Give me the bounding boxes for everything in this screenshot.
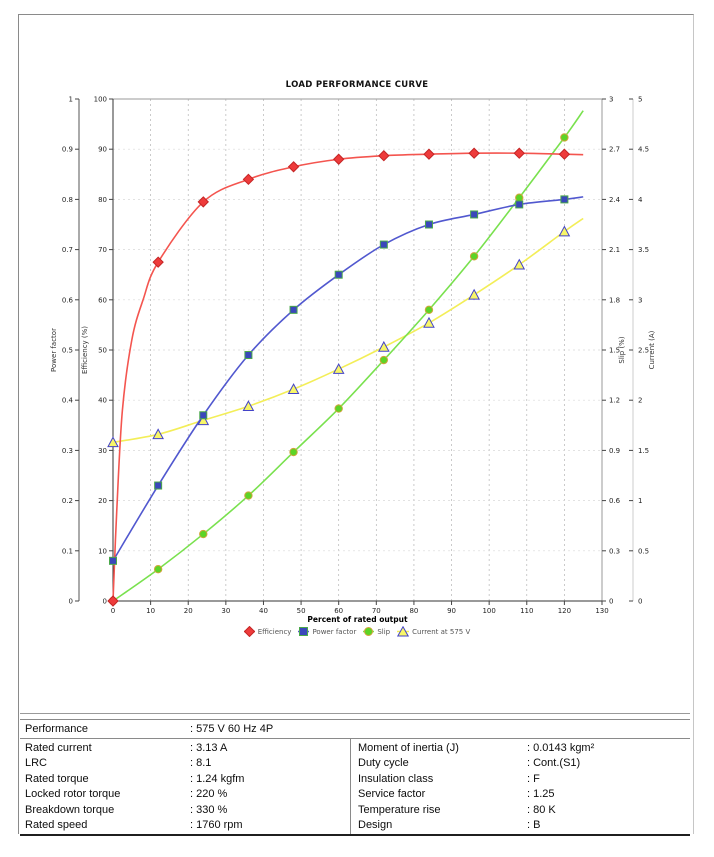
data-point-marker [243,174,253,184]
current-triangle-icon [397,626,409,637]
table-row [20,756,690,771]
data-point-marker [153,257,163,267]
current-tick-label: 5 [638,95,643,104]
x-tick-label: 40 [259,607,268,615]
spec-value: : 1760 rpm [190,818,243,831]
spec-value: : 330 % [190,803,228,816]
table-row [20,803,690,818]
spec-value: : 1.24 kgfm [190,772,245,785]
power_factor-tick-label: 0.3 [61,446,73,455]
power_factor-tick-label: 0.2 [61,497,73,506]
table-row [20,772,690,787]
x-tick-label: 80 [409,607,419,615]
data-point-marker [110,557,117,564]
x-tick-label: 90 [447,607,456,615]
x-axis [111,601,609,624]
current-tick-label: 4 [638,195,643,204]
legend-item-power-factor [298,626,356,637]
data-point-marker [108,596,118,606]
spec-label: Duty cycle [358,757,409,770]
slip-axis-title: Slip (%) [618,336,626,364]
current-tick-label: 2.5 [638,346,650,355]
data-point-marker [154,566,161,573]
spec-label: Performance [25,723,88,735]
power_factor-tick-label: 0.4 [61,396,73,405]
data-point-marker [424,149,434,159]
power_factor-tick-label: 0.9 [61,145,73,154]
data-point-marker [514,260,524,269]
legend-label: Efficiency [257,627,292,636]
x-tick-label: 130 [595,607,609,615]
legend-item-slip [363,626,390,637]
spec-value: : B [527,818,541,831]
data-point-marker [559,227,569,236]
data-point-marker [561,196,568,203]
data-point-marker [335,405,342,412]
current-tick-label: 3 [638,296,643,305]
chart-legend [0,626,714,637]
data-point-marker [335,271,342,278]
efficiency-markers [108,148,569,606]
data-point-marker [471,211,478,218]
slip-circle-icon [363,626,374,637]
legend-label: Power factor [312,627,357,636]
data-point-marker [290,306,297,313]
efficiency-tick-label: 100 [93,95,107,104]
efficiency-tick-label: 0 [102,597,107,606]
current-tick-label: 1.5 [638,446,650,455]
current-axis [629,96,656,606]
column-divider [350,739,351,834]
data-point-marker [559,149,569,159]
current-tick-label: 3.5 [638,246,650,255]
efficiency-tick-label: 30 [98,446,107,455]
spec-label: Temperature rise [358,803,441,816]
spec-label: Rated speed [25,818,88,831]
power_factor-tick-label: 0.7 [61,246,73,255]
current-tick-label: 0 [638,597,643,606]
spec-rows [20,739,690,836]
spec-label: Locked rotor torque [25,788,121,801]
current-tick-label: 4.5 [638,145,650,154]
efficiency-tick-label: 80 [98,195,107,204]
power-factor-curve [113,197,583,561]
slip-tick-label: 2.7 [609,145,621,154]
efficiency-curve [113,153,583,601]
performance-row [20,719,690,739]
x-tick-label: 50 [296,607,306,615]
efficiency-tick-label: 10 [98,547,107,556]
spec-value: : 575 V 60 Hz 4P [190,723,274,735]
power_factor-tick-label: 0.8 [61,195,73,204]
power_factor-tick-label: 0.5 [61,346,73,355]
legend-label: Slip [377,627,391,636]
data-point-marker [155,482,162,489]
x-tick-label: 30 [221,607,231,615]
spec-value: : Cont.(S1) [527,757,581,770]
slip-tick-label: 0.3 [609,547,621,556]
current-at-575-v-curve [113,218,583,442]
spec-label: Rated current [25,742,92,754]
spec-value: : 3.13 A [190,742,228,754]
slip-tick-label: 2.4 [609,195,621,204]
efficiency-tick-label: 50 [98,346,107,355]
slip-tick-label: 1.5 [609,346,621,355]
data-point-marker [289,162,299,172]
slip-curve [113,111,583,601]
spec-label: Insulation class [358,772,434,785]
spec-value: : 80 K [527,803,556,816]
data-point-marker [379,151,389,161]
slip-tick-label: 1.8 [609,296,621,305]
spec-label: LRC [25,757,48,770]
efficiency-axis-title: Efficiency (%) [81,325,89,375]
data-point-marker [245,492,252,499]
spec-label: Rated torque [25,772,89,785]
data-point-marker [425,221,432,228]
data-point-marker [469,290,479,299]
x-tick-label: 110 [520,607,534,615]
data-point-marker [516,201,523,208]
legend-item-current [397,626,470,637]
data-point-marker [469,148,479,158]
x-tick-label: 70 [371,607,381,615]
spec-label: Service factor [358,788,426,801]
data-point-marker [514,148,524,158]
power_factor-tick-label: 1 [68,95,73,104]
slip-tick-label: 1.2 [609,396,621,405]
data-point-marker [289,384,299,393]
data-point-marker [200,412,207,419]
power_factor-tick-label: 0 [68,597,73,606]
chart-title: LOAD PERFORMANCE CURVE [285,80,429,90]
current-tick-label: 0.5 [638,547,650,556]
current-tick-label: 1 [638,497,643,506]
data-point-marker [561,134,568,141]
x-tick-label: 10 [146,607,156,615]
current-tick-label: 2 [638,396,643,405]
x-tick-label: 20 [183,607,193,615]
spec-label: Breakdown torque [25,803,115,816]
x-tick-label: 120 [557,607,572,615]
data-point-marker [425,306,432,313]
specification-table [20,713,690,836]
efficiency-tick-label: 40 [98,396,107,405]
table-row [20,741,690,756]
table-row [20,818,690,833]
x-tick-label: 0 [110,607,116,615]
data-point-marker [516,194,523,201]
power_factor-tick-label: 0.1 [61,547,73,556]
data-point-marker [334,364,344,373]
spec-value: : 8.1 [190,757,212,770]
data-point-marker [470,253,477,260]
data-point-marker [380,241,387,248]
slip-tick-label: 2.1 [609,246,621,255]
power_factor-axis [50,96,79,606]
spec-value: : 220 % [190,788,228,801]
data-point-marker [245,352,252,359]
efficiency-axis [81,96,113,606]
spec-label: Design [358,818,393,831]
x-tick-label: 100 [482,607,496,615]
efficiency-tick-label: 90 [98,145,107,154]
data-point-marker [424,318,434,327]
spec-value: : 0.0143 kgm² [527,742,595,754]
slip-tick-label: 3 [609,95,614,104]
data-point-marker [379,342,389,351]
data-point-marker [334,154,344,164]
power_factor-tick-label: 0.6 [61,296,73,305]
slip-tick-label: 0.9 [609,446,621,455]
spec-value: : F [527,772,540,785]
x-tick-label: 60 [334,607,344,615]
slip-axis [602,96,626,606]
efficiency-tick-label: 60 [98,296,107,305]
efficiency-tick-label: 70 [98,246,107,255]
spec-label: Moment of inertia (J) [358,742,459,754]
data-point-marker [380,356,387,363]
efficiency-tick-label: 20 [98,497,107,506]
x-axis-title: Percent of rated output [307,615,408,624]
y-gridlines [113,99,602,551]
current-axis-title: Current (A) [648,330,656,370]
slip-tick-label: 0.6 [609,497,621,506]
power_factor-axis-title: Power factor [50,328,58,372]
legend-item-efficiency [244,626,292,637]
table-row [20,787,690,802]
data-point-marker [290,448,297,455]
efficiency-diamond-icon [244,626,255,637]
data-point-marker [243,401,253,410]
legend-label: Current at 575 V [412,627,471,636]
slip-tick-label: 0 [609,597,614,606]
spec-value: : 1.25 [527,788,555,801]
power-factor-square-icon [298,626,309,637]
data-point-marker [200,530,207,537]
